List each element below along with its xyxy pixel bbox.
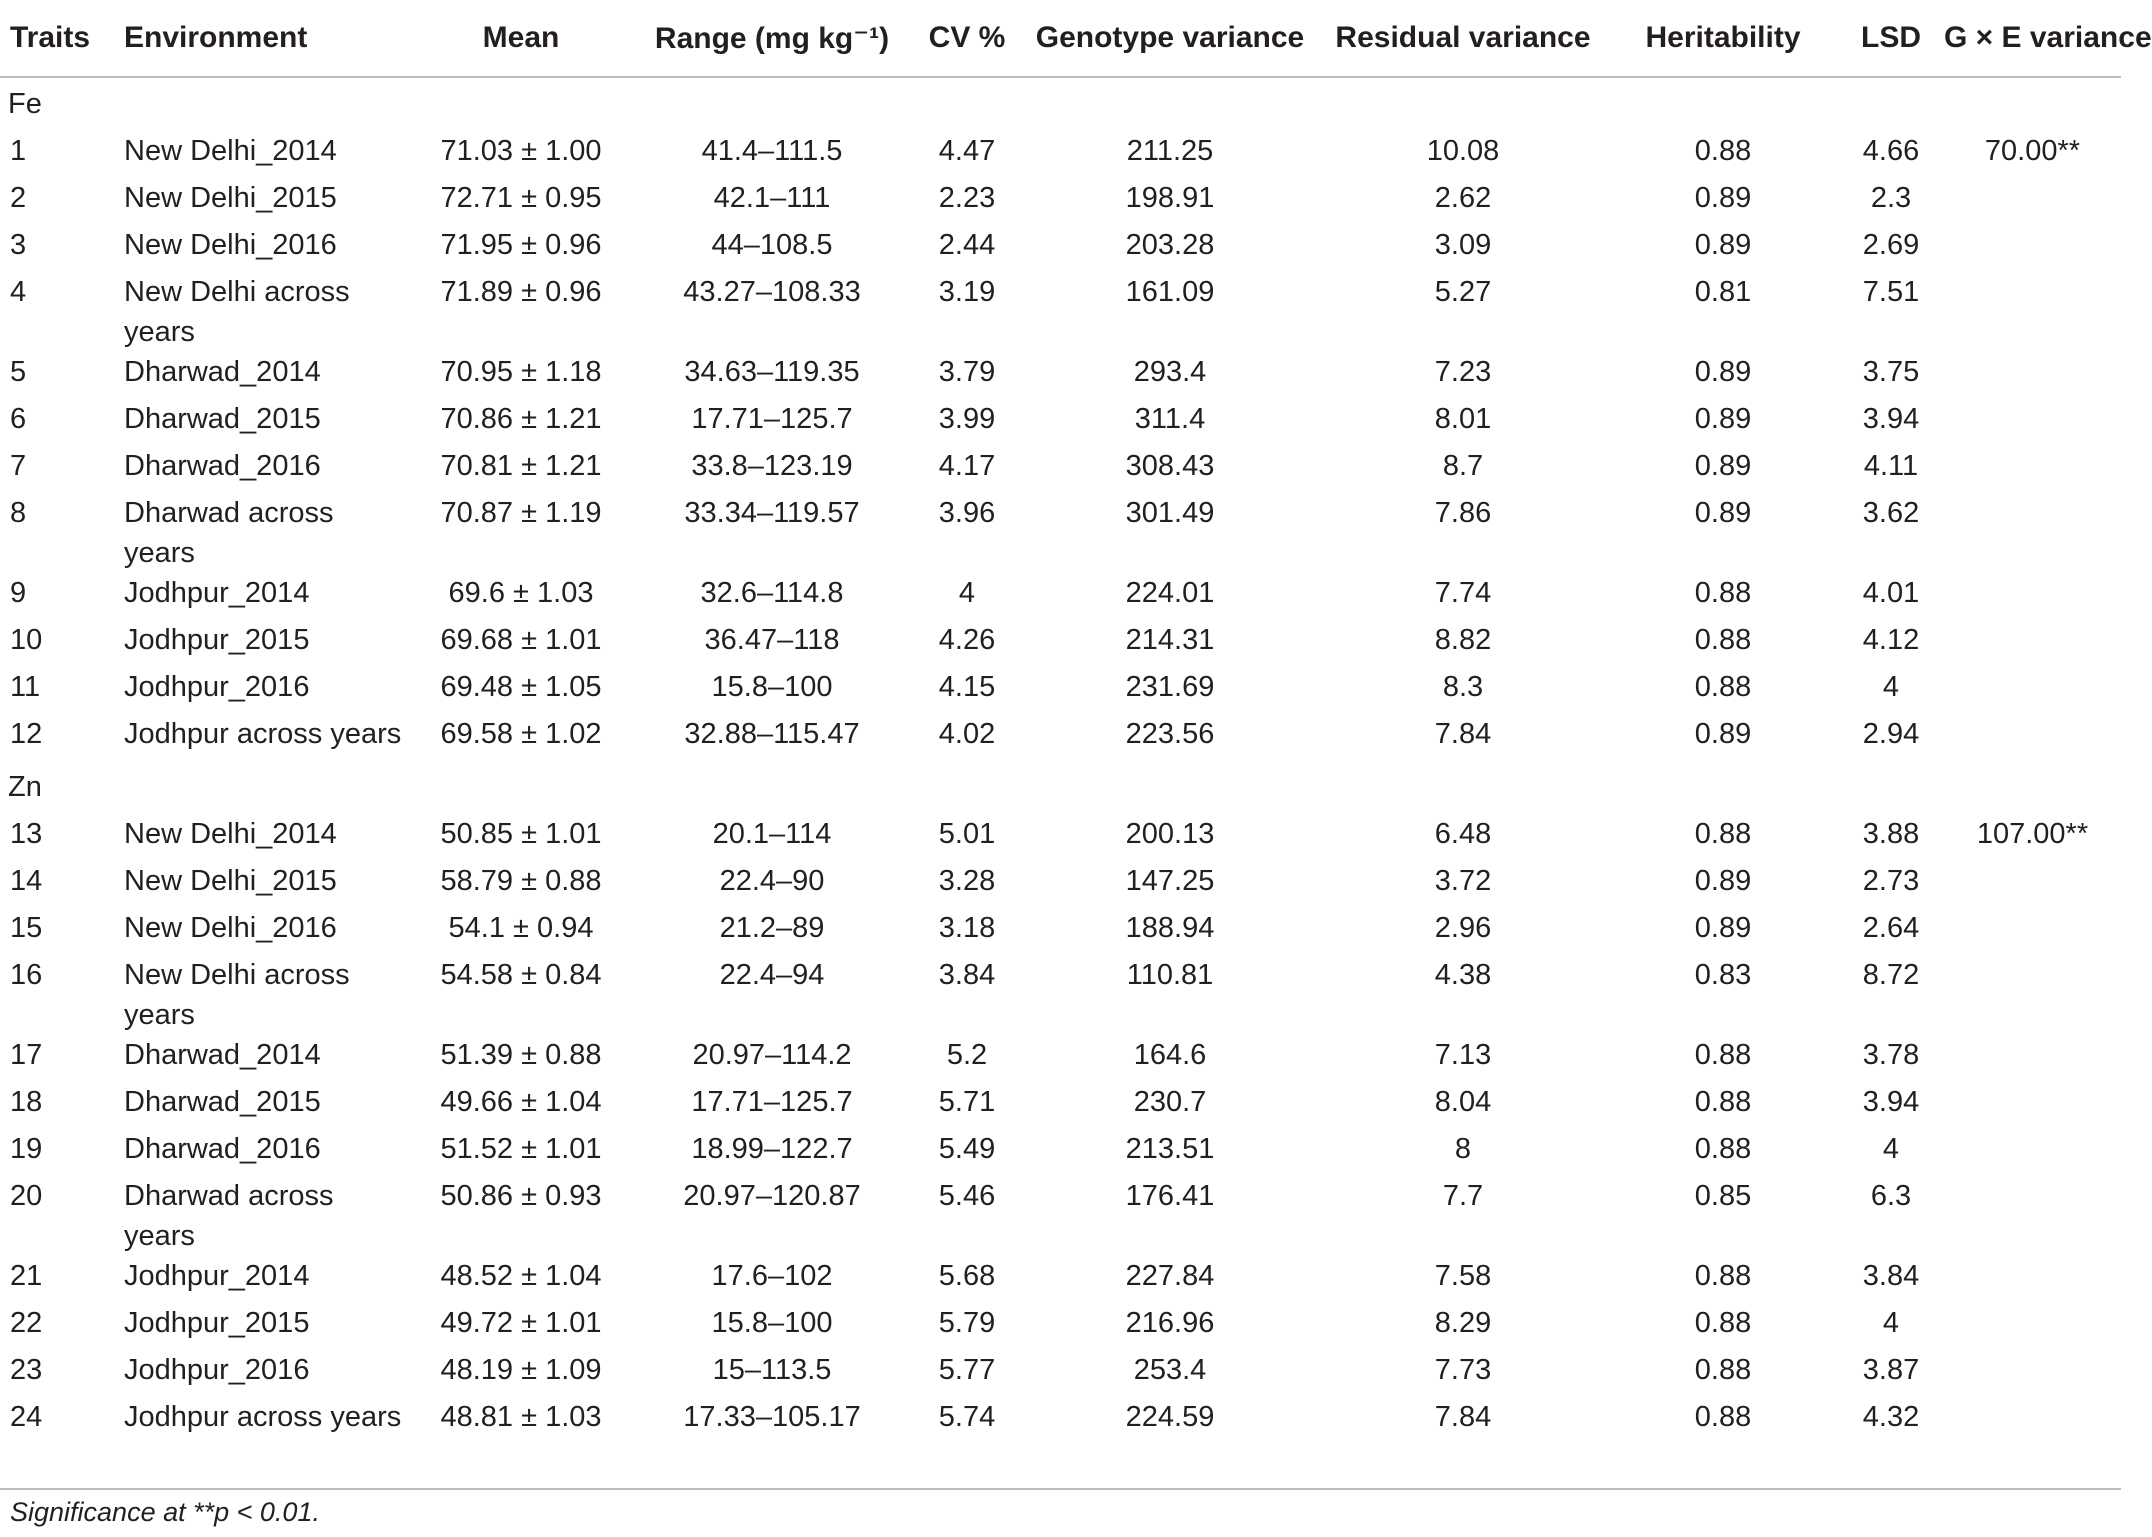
cell-mean: 69.68 ± 1.01	[440, 624, 602, 656]
cell-residual-variance: 7.86	[1434, 497, 1492, 529]
cell-residual-variance: 7.74	[1434, 577, 1492, 609]
cell-cv: 5.74	[938, 1401, 996, 1433]
section-label: Zn	[8, 771, 42, 803]
cell-genotype-variance: 253.4	[1133, 1354, 1207, 1386]
cell-genotype-variance: 227.84	[1125, 1260, 1215, 1292]
cell-genotype-variance: 164.6	[1133, 1039, 1207, 1071]
cell-environment: Jodhpur_2014	[124, 577, 310, 609]
cell-genotype-variance: 224.01	[1125, 577, 1215, 609]
cell-trait-number: 20	[10, 1180, 43, 1212]
cell-cv: 5.46	[938, 1180, 996, 1212]
cell-gxe-variance: 70.00**	[1984, 135, 2081, 167]
cell-environment: Jodhpur across years	[124, 1401, 402, 1433]
cell-mean: 69.48 ± 1.05	[440, 671, 602, 703]
cell-genotype-variance: 200.13	[1125, 818, 1215, 850]
cell-trait-number: 22	[10, 1307, 43, 1339]
cell-lsd: 2.69	[1862, 229, 1920, 261]
cell-lsd: 3.87	[1862, 1354, 1920, 1386]
cell-mean: 51.39 ± 0.88	[440, 1039, 602, 1071]
table-row	[0, 1176, 2121, 1256]
cell-environment: Dharwad_2016	[124, 1133, 321, 1165]
cell-cv: 4.02	[938, 718, 996, 750]
header-cv: CV %	[912, 0, 1022, 77]
cell-environment: Dharwad_2016	[124, 450, 321, 482]
cell-genotype-variance: 161.09	[1125, 276, 1215, 308]
cell-genotype-variance: 176.41	[1125, 1180, 1215, 1212]
cell-trait-number: 6	[10, 403, 27, 435]
table-row	[0, 1303, 2121, 1350]
cell-residual-variance: 7.23	[1434, 356, 1492, 388]
header-mean: Mean	[410, 0, 632, 77]
cell-trait-number: 11	[10, 671, 41, 703]
cell-heritability: 0.83	[1694, 959, 1752, 991]
cell-gxe-variance	[1944, 861, 2121, 908]
cell-mean: 69.6 ± 1.03	[448, 577, 594, 609]
cell-residual-variance: 8.01	[1434, 403, 1492, 435]
cell-mean: 50.86 ± 0.93	[440, 1180, 602, 1212]
cell-lsd: 2.94	[1862, 718, 1920, 750]
cell-cv: 5.68	[938, 1260, 996, 1292]
cell-genotype-variance: 311.4	[1134, 403, 1206, 435]
table-row	[0, 1035, 2121, 1082]
cell-mean: 70.87 ± 1.19	[440, 497, 602, 529]
table-row	[0, 352, 2121, 399]
cell-range: 17.33–105.17	[683, 1401, 861, 1433]
cell-mean: 51.52 ± 1.01	[440, 1133, 602, 1165]
cell-environment: Dharwad_2014	[124, 356, 321, 388]
cell-environment: Dharwad across years	[124, 497, 334, 569]
cell-mean: 48.52 ± 1.04	[440, 1260, 602, 1292]
cell-mean: 49.72 ± 1.01	[440, 1307, 602, 1339]
cell-environment: New Delhi_2014	[124, 135, 337, 167]
cell-mean: 70.95 ± 1.18	[440, 356, 602, 388]
cell-heritability: 0.88	[1694, 577, 1752, 609]
section-row-fe	[0, 77, 2121, 131]
cell-range: 36.47–118	[704, 624, 840, 656]
cell-residual-variance: 4.38	[1434, 959, 1492, 991]
cell-gxe-variance	[1944, 399, 2121, 446]
cell-environment: New Delhi_2016	[124, 229, 337, 261]
cell-lsd: 4	[1882, 1133, 1900, 1165]
cell-gxe-variance	[1944, 493, 2121, 573]
cell-cv: 2.44	[938, 229, 996, 261]
cell-heritability: 0.88	[1694, 671, 1752, 703]
header-residual-variance: Residual variance	[1318, 0, 1608, 77]
table-row	[0, 861, 2121, 908]
cell-residual-variance: 7.58	[1434, 1260, 1492, 1292]
cell-lsd: 7.51	[1862, 276, 1920, 308]
cell-gxe-variance	[1944, 1129, 2121, 1176]
table-row	[0, 714, 2121, 761]
cell-trait-number: 14	[10, 865, 43, 897]
cell-environment: Dharwad_2015	[124, 403, 321, 435]
cell-gxe-variance	[1944, 272, 2121, 352]
cell-trait-number: 19	[10, 1133, 43, 1165]
cell-residual-variance: 7.73	[1434, 1354, 1492, 1386]
cell-residual-variance: 5.27	[1434, 276, 1492, 308]
cell-heritability: 0.85	[1694, 1180, 1752, 1212]
cell-range: 21.2–89	[719, 912, 825, 944]
footer-divider	[0, 1488, 2121, 1490]
cell-trait-number: 8	[10, 497, 27, 529]
cell-cv: 4	[958, 577, 976, 609]
cell-cv: 3.28	[938, 865, 996, 897]
cell-range: 20.97–120.87	[683, 1180, 861, 1212]
cell-range: 15.8–100	[711, 1307, 833, 1339]
cell-genotype-variance: 188.94	[1125, 912, 1215, 944]
cell-trait-number: 2	[10, 182, 27, 214]
cell-residual-variance: 10.08	[1426, 135, 1500, 167]
cell-lsd: 3.88	[1862, 818, 1920, 850]
cell-gxe-variance	[1944, 1176, 2121, 1256]
cell-genotype-variance: 231.69	[1125, 671, 1215, 703]
cell-lsd: 3.94	[1862, 403, 1920, 435]
cell-cv: 5.71	[938, 1086, 996, 1118]
cell-range: 17.6–102	[711, 1260, 833, 1292]
cell-heritability: 0.88	[1694, 624, 1752, 656]
cell-residual-variance: 7.7	[1442, 1180, 1484, 1212]
cell-residual-variance: 8.04	[1434, 1086, 1492, 1118]
cell-range: 32.6–114.8	[700, 577, 844, 609]
cell-mean: 72.71 ± 0.95	[440, 182, 602, 214]
cell-environment: New Delhi_2015	[124, 865, 337, 897]
cell-residual-variance: 3.09	[1434, 229, 1492, 261]
cell-genotype-variance: 301.49	[1125, 497, 1215, 529]
cell-gxe-variance	[1944, 352, 2121, 399]
cell-residual-variance: 7.84	[1434, 718, 1492, 750]
cell-cv: 2.23	[938, 182, 996, 214]
cell-heritability: 0.89	[1694, 718, 1752, 750]
cell-gxe-variance	[1944, 1350, 2121, 1397]
cell-environment: Dharwad_2014	[124, 1039, 321, 1071]
table-row	[0, 272, 2121, 352]
table-row	[0, 620, 2121, 667]
table-row	[0, 178, 2121, 225]
cell-heritability: 0.89	[1694, 356, 1752, 388]
cell-heritability: 0.81	[1694, 276, 1752, 308]
header-row	[0, 0, 2121, 77]
header-heritability: Heritability	[1608, 0, 1838, 77]
cell-range: 22.4–94	[719, 959, 825, 991]
cell-mean: 50.85 ± 1.01	[440, 818, 602, 850]
cell-gxe-variance	[1944, 1303, 2121, 1350]
cell-trait-number: 24	[10, 1401, 43, 1433]
table-row	[0, 1082, 2121, 1129]
cell-lsd: 3.62	[1862, 497, 1920, 529]
cell-environment: New Delhi across years	[124, 276, 350, 348]
cell-residual-variance: 8.3	[1442, 671, 1484, 703]
cell-environment: Jodhpur_2014	[124, 1260, 310, 1292]
cell-gxe-variance	[1944, 955, 2121, 1035]
cell-mean: 48.81 ± 1.03	[440, 1401, 602, 1433]
cell-trait-number: 1	[10, 135, 27, 167]
cell-mean: 69.58 ± 1.02	[440, 718, 602, 750]
cell-range: 44–108.5	[711, 229, 833, 261]
cell-trait-number: 18	[10, 1086, 43, 1118]
cell-environment: Jodhpur_2016	[124, 671, 310, 703]
cell-heritability: 0.88	[1694, 1086, 1752, 1118]
table-row	[0, 573, 2121, 620]
cell-gxe-variance	[1944, 714, 2121, 761]
cell-environment: Jodhpur_2016	[124, 1354, 310, 1386]
cell-heritability: 0.88	[1694, 1307, 1752, 1339]
cell-environment: New Delhi_2014	[124, 818, 337, 850]
cell-residual-variance: 6.48	[1434, 818, 1492, 850]
cell-cv: 5.77	[938, 1354, 996, 1386]
cell-range: 33.8–123.19	[691, 450, 853, 482]
cell-residual-variance: 3.72	[1434, 865, 1492, 897]
table-row	[0, 814, 2121, 861]
cell-trait-number: 7	[10, 450, 27, 482]
cell-cv: 4.26	[938, 624, 996, 656]
table-row	[0, 908, 2121, 955]
cell-trait-number: 10	[10, 624, 43, 656]
table-body	[0, 77, 2121, 1444]
footnote: Significance at **p < 0.01.	[10, 1497, 320, 1527]
header-range: Range (mg kg⁻¹)	[632, 0, 912, 77]
cell-residual-variance: 2.62	[1434, 182, 1492, 214]
cell-lsd: 3.84	[1862, 1260, 1920, 1292]
cell-heritability: 0.88	[1694, 135, 1752, 167]
cell-genotype-variance: 293.4	[1133, 356, 1207, 388]
cell-gxe-variance	[1944, 620, 2121, 667]
cell-cv: 5.79	[938, 1307, 996, 1339]
cell-lsd: 8.72	[1862, 959, 1920, 991]
cell-environment: Jodhpur_2015	[124, 624, 310, 656]
cell-lsd: 3.94	[1862, 1086, 1920, 1118]
cell-trait-number: 12	[10, 718, 43, 750]
cell-heritability: 0.89	[1694, 865, 1752, 897]
cell-range: 15–113.5	[712, 1354, 832, 1386]
cell-genotype-variance: 147.25	[1125, 865, 1215, 897]
cell-gxe-variance	[1944, 178, 2121, 225]
cell-residual-variance: 8.29	[1434, 1307, 1492, 1339]
cell-gxe-variance: 107.00**	[1976, 818, 2089, 850]
cell-lsd: 6.3	[1870, 1180, 1912, 1212]
table-row	[0, 399, 2121, 446]
table-row	[0, 667, 2121, 714]
header-lsd: LSD	[1838, 0, 1944, 77]
cell-lsd: 4.11	[1863, 450, 1919, 482]
cell-environment: Jodhpur across years	[124, 718, 402, 750]
cell-heritability: 0.89	[1694, 497, 1752, 529]
cell-heritability: 0.88	[1694, 818, 1752, 850]
cell-lsd: 4	[1882, 1307, 1900, 1339]
table-row	[0, 225, 2121, 272]
cell-range: 32.88–115.47	[684, 718, 860, 750]
cell-trait-number: 21	[10, 1260, 43, 1292]
cell-mean: 71.89 ± 0.96	[440, 276, 602, 308]
cell-residual-variance: 7.13	[1434, 1039, 1492, 1071]
cell-lsd: 2.73	[1862, 865, 1920, 897]
cell-genotype-variance: 223.56	[1125, 718, 1215, 750]
cell-environment: New Delhi across years	[124, 959, 350, 1031]
cell-trait-number: 3	[10, 229, 27, 261]
cell-heritability: 0.89	[1694, 450, 1752, 482]
cell-gxe-variance	[1944, 667, 2121, 714]
cell-trait-number: 15	[10, 912, 43, 944]
section-row-zn	[0, 761, 2121, 814]
cell-cv: 4.17	[938, 450, 996, 482]
cell-cv: 3.18	[938, 912, 996, 944]
cell-trait-number: 16	[10, 959, 43, 991]
cell-lsd: 4	[1882, 671, 1900, 703]
cell-residual-variance: 8.7	[1442, 450, 1484, 482]
cell-mean: 48.19 ± 1.09	[440, 1354, 602, 1386]
cell-residual-variance: 8.82	[1434, 624, 1492, 656]
cell-gxe-variance	[1944, 1082, 2121, 1129]
cell-heritability: 0.89	[1694, 912, 1752, 944]
cell-genotype-variance: 308.43	[1125, 450, 1215, 482]
cell-mean: 70.81 ± 1.21	[440, 450, 602, 482]
cell-genotype-variance: 198.91	[1125, 182, 1215, 214]
cell-trait-number: 5	[10, 356, 27, 388]
cell-heritability: 0.89	[1694, 182, 1752, 214]
cell-lsd: 3.75	[1862, 356, 1920, 388]
cell-trait-number: 13	[10, 818, 43, 850]
cell-lsd: 2.64	[1862, 912, 1920, 944]
cell-environment: Jodhpur_2015	[124, 1307, 310, 1339]
cell-cv: 5.01	[938, 818, 996, 850]
cell-environment: Dharwad across years	[124, 1180, 334, 1252]
cell-genotype-variance: 110.81	[1126, 959, 1214, 991]
cell-cv: 3.79	[938, 356, 996, 388]
cell-range: 33.34–119.57	[684, 497, 860, 529]
cell-genotype-variance: 230.7	[1133, 1086, 1207, 1118]
cell-residual-variance: 7.84	[1434, 1401, 1492, 1433]
cell-heritability: 0.88	[1694, 1401, 1752, 1433]
cell-lsd: 4.32	[1862, 1401, 1920, 1433]
cell-gxe-variance	[1944, 1397, 2121, 1444]
cell-range: 20.1–114	[712, 818, 832, 850]
cell-cv: 3.84	[938, 959, 996, 991]
cell-gxe-variance	[1944, 1035, 2121, 1082]
header-gxe-variance: G × E variance	[1944, 0, 2121, 77]
cell-range: 43.27–108.33	[683, 276, 861, 308]
cell-environment: New Delhi_2015	[124, 182, 337, 214]
cell-range: 17.71–125.7	[691, 403, 853, 435]
cell-heritability: 0.88	[1694, 1039, 1752, 1071]
header-traits: Traits	[0, 0, 110, 77]
cell-heritability: 0.89	[1694, 229, 1752, 261]
table-row	[0, 446, 2121, 493]
cell-lsd: 3.78	[1862, 1039, 1920, 1071]
table-row	[0, 1350, 2121, 1397]
cell-heritability: 0.88	[1694, 1354, 1752, 1386]
table-row	[0, 1256, 2121, 1303]
cell-range: 15.8–100	[711, 671, 833, 703]
cell-range: 41.4–111.5	[701, 135, 843, 167]
cell-range: 42.1–111	[713, 182, 831, 214]
cell-genotype-variance: 216.96	[1125, 1307, 1215, 1339]
cell-residual-variance: 8	[1454, 1133, 1472, 1165]
cell-heritability: 0.88	[1694, 1133, 1752, 1165]
cell-range: 22.4–90	[719, 865, 825, 897]
cell-heritability: 0.88	[1694, 1260, 1752, 1292]
cell-cv: 3.96	[938, 497, 996, 529]
cell-genotype-variance: 203.28	[1125, 229, 1215, 261]
cell-range: 18.99–122.7	[691, 1133, 853, 1165]
cell-mean: 54.1 ± 0.94	[448, 912, 594, 944]
cell-trait-number: 9	[10, 577, 27, 609]
section-label: Fe	[8, 88, 42, 120]
cell-lsd: 4.01	[1862, 577, 1920, 609]
cell-range: 20.97–114.2	[692, 1039, 852, 1071]
cell-gxe-variance	[1944, 573, 2121, 620]
cell-gxe-variance	[1944, 908, 2121, 955]
table-row	[0, 955, 2121, 1035]
cell-cv: 3.19	[938, 276, 996, 308]
header-environment: Environment	[110, 0, 410, 77]
cell-mean: 54.58 ± 0.84	[440, 959, 602, 991]
cell-environment: Dharwad_2015	[124, 1086, 321, 1118]
cell-environment: New Delhi_2016	[124, 912, 337, 944]
cell-mean: 49.66 ± 1.04	[440, 1086, 602, 1118]
cell-range: 34.63–119.35	[684, 356, 860, 388]
cell-trait-number: 4	[10, 276, 27, 308]
cell-trait-number: 17	[10, 1039, 43, 1071]
cell-lsd: 2.3	[1870, 182, 1912, 214]
cell-mean: 58.79 ± 0.88	[440, 865, 602, 897]
cell-gxe-variance	[1944, 446, 2121, 493]
cell-range: 17.71–125.7	[691, 1086, 853, 1118]
cell-lsd: 4.66	[1862, 135, 1920, 167]
cell-mean: 70.86 ± 1.21	[440, 403, 602, 435]
header-genotype-variance: Genotype variance	[1022, 0, 1318, 77]
cell-cv: 5.49	[938, 1133, 996, 1165]
cell-lsd: 4.12	[1862, 624, 1920, 656]
cell-cv: 4.15	[938, 671, 996, 703]
table-row	[0, 1129, 2121, 1176]
table-row	[0, 131, 2121, 178]
cell-genotype-variance: 213.51	[1125, 1133, 1215, 1165]
cell-residual-variance: 2.96	[1434, 912, 1492, 944]
cell-gxe-variance	[1944, 1256, 2121, 1303]
cell-mean: 71.03 ± 1.00	[440, 135, 602, 167]
cell-cv: 5.2	[946, 1039, 988, 1071]
cell-genotype-variance: 214.31	[1125, 624, 1215, 656]
cell-cv: 3.99	[938, 403, 996, 435]
cell-genotype-variance: 211.25	[1126, 135, 1214, 167]
cell-heritability: 0.89	[1694, 403, 1752, 435]
cell-trait-number: 23	[10, 1354, 43, 1386]
cell-cv: 4.47	[938, 135, 996, 167]
table-row	[0, 1397, 2121, 1444]
cell-gxe-variance	[1944, 225, 2121, 272]
cell-genotype-variance: 224.59	[1125, 1401, 1215, 1433]
table-row	[0, 493, 2121, 573]
cell-mean: 71.95 ± 0.96	[440, 229, 602, 261]
